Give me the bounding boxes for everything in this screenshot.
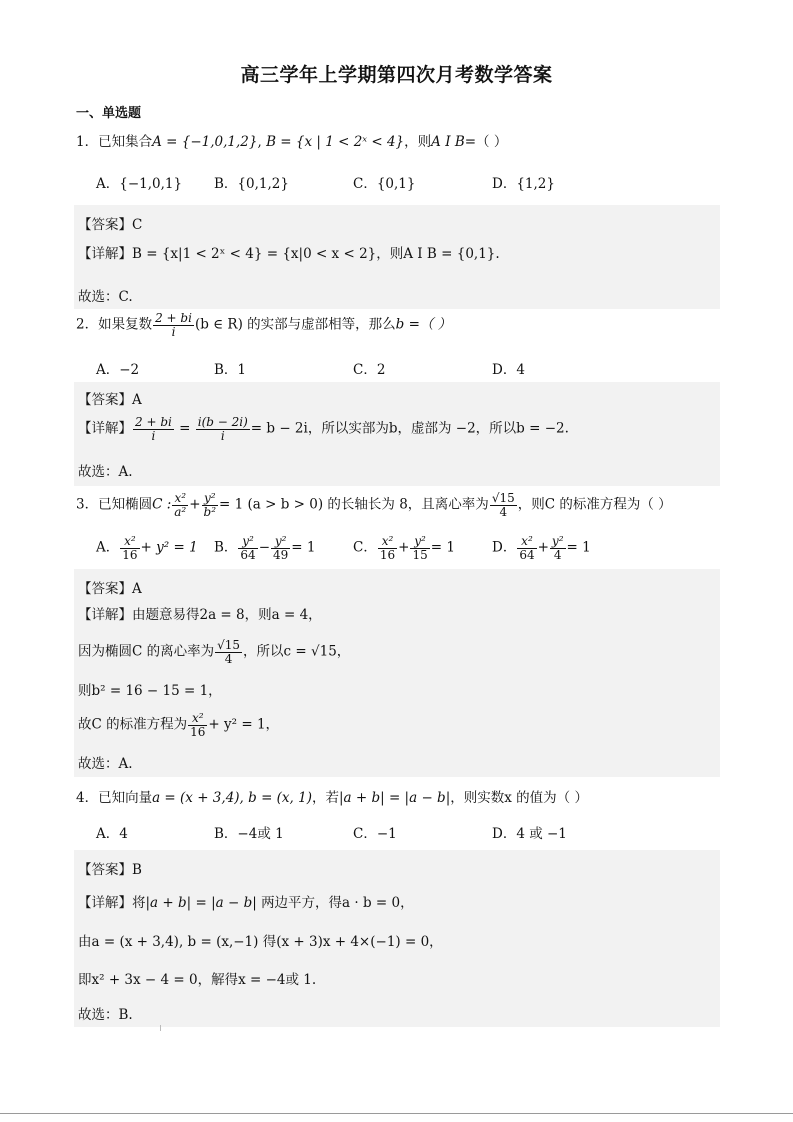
q3-option-c-rest: = 1 [430, 539, 455, 556]
q3-detail-text-4b: + y² = 1， [208, 716, 280, 733]
q3-detail-line-4 [78, 712, 279, 738]
q2-frac-num: 2 + bi [155, 311, 192, 325]
q3-detail-label: 【详解】 [78, 607, 132, 623]
q1-answer: 【答案】C [78, 217, 143, 233]
q1-detail [78, 242, 500, 262]
q4-option-b: B．−4或 1 [214, 826, 284, 842]
q3-option-c-num-1: x² [378, 535, 397, 549]
q2-answer-box [74, 382, 720, 486]
q3-frac-y-den: b² [203, 504, 217, 519]
question-4-stem [76, 786, 588, 806]
q4-answer-box [74, 850, 720, 1027]
q3-detail-frac-x [188, 712, 207, 738]
q2-detail-tail: = b − 2i，所以实部为b，虚部为 −2，所以b = −2. [250, 420, 569, 437]
q4-stem-text: 4．已知向量 [76, 790, 153, 806]
q3-detail-text-2b: ，所以c = √15， [243, 643, 351, 660]
q3-option-b-den-1: 64 [240, 547, 256, 562]
q3-option-b-op: − [258, 539, 271, 556]
q3-detail-text-2a: 因为椭圆C 的离心率为 [78, 643, 215, 660]
q2-detail-frac-1-den: i [151, 428, 156, 443]
q3-option-b-frac-2 [271, 535, 290, 561]
q3-option-a-frac [120, 535, 139, 561]
q2-answer: 【答案】A [78, 392, 142, 408]
q3-option-d-rest: = 1 [566, 539, 591, 556]
q3-option-b-frac-1 [238, 535, 257, 561]
q3-detail-line-2 [78, 639, 350, 665]
q2-detail-frac-2-den: i [220, 428, 225, 443]
q3-frac-x-den: a² [174, 504, 187, 519]
q3-option-b-num-1: y² [238, 535, 257, 549]
q3-option-c-op: + [398, 539, 410, 556]
q2-stem-mid: (b ∈ R) 的实部与虚部相等，那么 [194, 316, 396, 333]
q4-answer: 【答案】B [78, 862, 142, 878]
q4-detail-line-1 [78, 891, 414, 911]
q3-option-b-num-2: y² [271, 535, 290, 549]
q3-detail-frac-e [215, 639, 242, 665]
q3-option-d-den-2: 4 [553, 547, 562, 562]
q4-detail-condition: |a + b| = |a − b| [145, 895, 257, 911]
q4-detail-text-1b: 两边平方，得a · b = 0， [261, 895, 414, 911]
q3-option-c-frac-1 [378, 535, 397, 561]
q3-option-a [96, 535, 198, 561]
q4-detail-label: 【详解】 [78, 895, 132, 911]
question-2-stem [76, 312, 451, 338]
decorative-mark [160, 1025, 161, 1031]
q1-option-d: D．{1,2} [492, 176, 555, 192]
q3-c-label: C : [152, 496, 172, 513]
q4-option-a: A．4 [96, 826, 128, 842]
q3-detail-frac-x-num: x² [188, 712, 207, 726]
q3-option-a-den: 16 [122, 547, 138, 562]
q3-option-d-frac-2 [550, 535, 566, 561]
q3-option-d-num-2: y² [551, 534, 564, 548]
q1-set-a: A = {−1,0,1,2} [152, 134, 258, 150]
q3-option-a-num: x² [120, 535, 139, 549]
q3-frac-x-num: x² [172, 492, 188, 506]
q1-stem-mid: ，则 [404, 134, 432, 150]
q4-stem-end: ，则实数x 的值为（ ） [450, 790, 588, 806]
q3-frac-y [202, 492, 219, 518]
q3-option-c-frac-2 [410, 535, 429, 561]
q1-option-a: A．{−1,0,1} [96, 176, 183, 192]
q2-option-a: A．−2 [96, 362, 140, 378]
q3-detail-text-1: 由题意易得2a = 8，则a = 4， [132, 607, 322, 623]
q4-choice: 故选：B. [78, 1007, 133, 1023]
q3-option-d [492, 535, 591, 561]
question-1-stem: 1．已知集合A = {−1,0,1,2}, B = {x | 1 < 2ˣ < 4}，则A I B=（ ） [76, 134, 508, 150]
q3-option-a-label: A． [96, 539, 120, 556]
q3-stem-mid: = 1 (a > b > 0) 的长轴长为 8，且离心率为 [219, 496, 489, 513]
q3-detail-frac-x-den: 16 [190, 724, 206, 739]
q2-fraction [153, 312, 194, 338]
q2-detail-frac-2-num: i(b − 2i) [197, 415, 248, 429]
q3-option-b-rest: = 1 [291, 539, 316, 556]
q3-option-d-label: D． [492, 539, 517, 556]
q2-detail-frac-2 [196, 416, 250, 442]
q1-stem-text: 1．已知集合 [76, 134, 153, 150]
q3-answer: 【答案】A [78, 581, 142, 597]
q1-stem-end: =（ ） [464, 134, 508, 150]
q3-detail-line-1 [78, 603, 322, 623]
q3-option-d-op: + [537, 539, 549, 556]
q1-detail-text: B = {x|1 < 2ˣ < 4} = {x|0 < x < 2}，则A I B = {0,1}. [132, 246, 500, 262]
q4-stem-mid: ，若 [311, 790, 339, 806]
q2-detail: 【详解】 $\frac{2 + bi}{i}$ = $\frac{i(b - 2i)}{i}$ = b − 2i，所以实部为b，虚部为 −2，所以b = −2. [78, 415, 569, 443]
q1-detail-label: 【详解】 [78, 246, 132, 262]
q4-option-d: D．4 或 −1 [492, 826, 567, 842]
q3-detail-text-4a: 故C 的标准方程为 [78, 716, 188, 733]
q4-detail-line-2: 由a = (x + 3,4), b = (x,−1) 得(x + 3)x + 4×(−1) = 0， [78, 934, 443, 950]
q3-stem-end: ，则C 的标准方程为（ ） [517, 496, 672, 513]
q1-expr: A I B [431, 134, 465, 150]
q3-frac-y-num: y² [202, 492, 219, 506]
q3-detail-line-3: 则b² = 16 − 15 = 1， [78, 683, 222, 699]
q3-option-b-label: B． [214, 539, 238, 556]
q4-condition: |a + b| = |a − b| [338, 790, 451, 806]
q3-option-c [353, 535, 455, 561]
q3-option-b [214, 535, 316, 561]
q3-option-d-frac-1 [517, 535, 536, 561]
q3-option-c-label: C． [353, 539, 377, 556]
q3-answer-box [74, 569, 720, 777]
q3-stem-text: 3．已知椭圆 [76, 496, 153, 513]
q3-frac-e-den: 4 [499, 504, 508, 519]
page-bottom-rule [0, 1113, 793, 1114]
q3-option-d-num-1: x² [517, 535, 536, 549]
q3-option-c-num-2: y² [410, 535, 429, 549]
q3-detail-frac-e-num: √15 [217, 638, 241, 652]
q3-option-d-den-1: 64 [519, 547, 535, 562]
q3-option-a-rest: + y² = 1 [140, 539, 198, 556]
q1-choice: 故选：C. [78, 289, 133, 305]
q4-option-c: C．−1 [353, 826, 397, 842]
q2-detail-label: 【详解】 [78, 420, 132, 437]
q1-answer-box [74, 205, 720, 309]
q2-stem-text: 2．如果复数 [76, 316, 153, 333]
q1-set-b: B = {x | 1 < 2ˣ < 4} [266, 134, 405, 150]
section-heading: 一、单选题 [76, 106, 142, 121]
q3-frac-e-num: √15 [491, 491, 515, 505]
q2-frac-den: i [171, 324, 176, 339]
q3-option-c-den-1: 16 [379, 547, 396, 562]
q4-detail-text-1a: 将 [132, 895, 146, 911]
q4-vectors: a = (x + 3,4), b = (x, 1) [152, 790, 312, 806]
q3-option-c-den-2: 15 [412, 547, 428, 562]
q2-detail-frac-1 [133, 416, 174, 442]
q2-stem-end: b =（ ） [395, 316, 452, 333]
q1-option-c: C．{0,1} [353, 176, 416, 192]
q4-detail-line-3: 即x² + 3x − 4 = 0，解得x = −4或 1. [78, 972, 317, 988]
page-title: 高三学年上学期第四次月考数学答案 [240, 64, 553, 86]
q2-choice: 故选：A. [78, 464, 133, 480]
q3-choice: 故选：A. [78, 756, 133, 772]
q3-frac-e [490, 492, 517, 518]
question-3-stem: 3．已知椭圆C : $\frac{\text{x²}}{\text{a²}}$ + $\frac{\text{y²}}{\text{b²}}$ = 1 (a > b > 0) 的长轴长为 8，且离心率为 $\frac{√15}{4}$ ，则C 的标准方程为（ ） [76, 491, 672, 519]
q3-detail-frac-e-den: 4 [224, 651, 233, 666]
q1-option-b: B．{0,1,2} [214, 176, 289, 192]
q3-frac-x [172, 492, 188, 518]
q2-option-d: D．4 [492, 362, 525, 378]
q2-option-b: B．1 [214, 362, 247, 378]
q2-detail-frac-1-num: 2 + bi [135, 415, 172, 429]
q2-option-c: C．2 [353, 362, 386, 378]
q3-option-b-den-2: 49 [273, 547, 289, 562]
